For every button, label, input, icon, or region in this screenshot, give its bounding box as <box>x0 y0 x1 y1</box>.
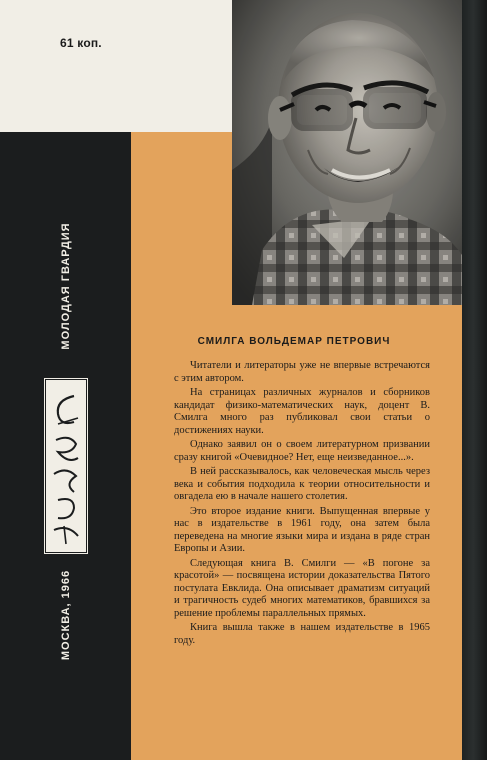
paragraph: На страницах различных журналов и сборников кандидат физико-математических наук, доцент В. Смилга много раз публиковал свои статьи о достижениях науки. <box>174 387 430 436</box>
top-paper-band <box>0 0 232 132</box>
paragraph: Книга вышла также в нашем издательстве в 1965 году. <box>174 622 430 646</box>
paragraph: Следующая книга В. Смилги — «В погоне за красотой» — посвящена истории доказательства Пятого постулата Евклида. Она описывает драматизм ситуаций и трагичность судеб многих математиков, бравшихся за решение проблемы параллельных прямых. <box>174 557 430 619</box>
paragraph: Читатели и литераторы уже не впервые встречаются с этим автором. <box>174 360 430 384</box>
price-label: 61 коп. <box>60 36 102 50</box>
author-name-heading: СМИЛГА ВОЛЬДЕМАР ПЕТРОВИЧ <box>197 336 391 347</box>
annotation-text <box>174 360 430 649</box>
portrait-image <box>232 0 462 305</box>
spine-edge <box>462 0 487 760</box>
publisher-name: МОЛОДАЯ ГВАРДИЯ <box>60 222 72 350</box>
publisher-logo <box>44 378 88 554</box>
paragraph: Это второе издание книги. Выпущенная впервые у нас в издательстве в 1961 году, она затем была переведена на многие языки мира и издана в ряде стран Европы и Азии. <box>174 505 430 554</box>
author-portrait-photo <box>232 0 462 305</box>
city-year: МОСКВА, 1966 <box>60 569 72 661</box>
paragraph: В ней рассказывалось, как человеческая мысль через века и события подходила к теории относительности и овгадела ею в начале нашего столетия. <box>174 466 430 502</box>
logo-signature-image <box>44 378 88 554</box>
paragraph: Однако заявил он о своем литературном призвании сразу книгой «Очевидное? Нет, еще неизведанное...». <box>174 439 430 463</box>
